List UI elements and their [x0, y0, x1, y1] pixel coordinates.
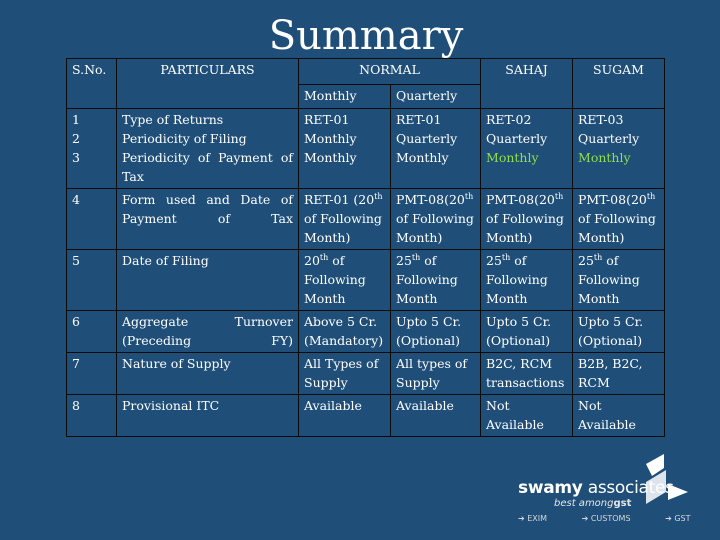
row-sno: 5 [67, 250, 117, 311]
row-sno-line: 3 [72, 150, 80, 165]
cell-line: Monthly [304, 131, 357, 146]
cell-sugam: B2B, B2C, RCM [573, 353, 665, 395]
header-sugam: SUGAM [573, 59, 665, 109]
cell-sahaj: PMT-08(20th of Following Month) [481, 189, 573, 250]
cell-sugam: Upto 5 Cr. (Optional) [573, 311, 665, 353]
cell-sugam: PMT-08(20th of Following Month) [573, 189, 665, 250]
header-normal: NORMAL [299, 59, 481, 85]
cell-line: Monthly [396, 150, 449, 165]
cell-sahaj: Upto 5 Cr. (Optional) [481, 311, 573, 353]
cell-monthly: All Types of Supply [299, 353, 391, 395]
logo-tagline-pre: best among [554, 498, 614, 509]
cell-monthly [299, 109, 391, 189]
cell-monthly: 20th of Following Month [299, 250, 391, 311]
cell-line: Quarterly [486, 131, 548, 146]
table-row [67, 311, 665, 353]
header-row [67, 59, 665, 85]
row-sno: 8 [67, 395, 117, 437]
logo-brand-bold: swamy [518, 478, 583, 498]
company-logo [514, 452, 720, 540]
logo-tagline [554, 498, 631, 509]
cell-sahaj: 25th of Following Month [481, 250, 573, 311]
cell-line: RET-01 [396, 112, 442, 127]
cell-line: Quarterly [578, 131, 640, 146]
cell-sahaj [481, 109, 573, 189]
logo-links [518, 514, 720, 523]
row-particulars: Nature of Supply [117, 353, 299, 395]
row-sno-line: 1 [72, 112, 80, 127]
logo-link-exim: ➔ EXIM [518, 514, 548, 523]
particular-line: Periodicity of Payment of Tax [122, 150, 293, 184]
cell-line: RET-01 [304, 112, 350, 127]
row-particulars: Form used and Date of Payment of Tax [117, 189, 299, 250]
cell-monthly: RET-01 (20th of Following Month) [299, 189, 391, 250]
row-sno: 7 [67, 353, 117, 395]
cell-sugam: Not Available [573, 395, 665, 437]
logo-link-gst: ➔ GST [665, 514, 691, 523]
cell-quarterly: Upto 5 Cr. (Optional) [391, 311, 481, 353]
cell-sahaj: B2C, RCM transactions [481, 353, 573, 395]
header-sahaj: SAHAJ [481, 59, 573, 109]
table-row [67, 353, 665, 395]
logo-brand-rest: associates [582, 478, 674, 498]
slide-title: Summary [268, 13, 464, 59]
row-sno [67, 109, 117, 189]
particular-line: Type of Returns [122, 112, 224, 127]
cell-sahaj: Not Available [481, 395, 573, 437]
cell-quarterly: All types of Supply [391, 353, 481, 395]
logo-link-customs: ➔ CUSTOMS [581, 514, 631, 523]
cell-quarterly: 25th of Following Month [391, 250, 481, 311]
table-row [67, 395, 665, 437]
table-row [67, 189, 665, 250]
summary-table [66, 58, 665, 437]
cell-line: RET-02 [486, 112, 532, 127]
table-row [67, 250, 665, 311]
row-sno-line: 2 [72, 131, 80, 146]
cell-line: Quarterly [396, 131, 458, 146]
logo-tagline-bold: gst [613, 498, 632, 509]
row-sno: 6 [67, 311, 117, 353]
cell-quarterly: Available [391, 395, 481, 437]
cell-sugam [573, 109, 665, 189]
cell-quarterly: PMT-08(20th of Following Month) [391, 189, 481, 250]
subheader-quarterly: Quarterly [391, 85, 481, 109]
logo-link-label: GST [674, 514, 691, 523]
cell-sugam: 25th of Following Month [573, 250, 665, 311]
logo-brand [518, 478, 674, 498]
row-particulars [117, 109, 299, 189]
particular-line: Periodicity of Filing [122, 131, 247, 146]
header-particulars: PARTICULARS [117, 59, 299, 109]
logo-link-label: EXIM [527, 514, 548, 523]
table-row [67, 109, 665, 189]
logo-link-label: CUSTOMS [590, 514, 631, 523]
cell-monthly: Above 5 Cr. (Mandatory) [299, 311, 391, 353]
row-sno: 4 [67, 189, 117, 250]
row-particulars: Aggregate Turnover (Preceding FY) [117, 311, 299, 353]
row-particulars: Provisional ITC [117, 395, 299, 437]
header-sno: S.No. [67, 59, 117, 109]
cell-monthly: Available [299, 395, 391, 437]
cell-quarterly [391, 109, 481, 189]
cell-line: Monthly [304, 150, 357, 165]
cell-line: RET-03 [578, 112, 624, 127]
subheader-monthly: Monthly [299, 85, 391, 109]
cell-line: Monthly [578, 150, 631, 165]
row-particulars: Date of Filing [117, 250, 299, 311]
cell-line: Monthly [486, 150, 539, 165]
